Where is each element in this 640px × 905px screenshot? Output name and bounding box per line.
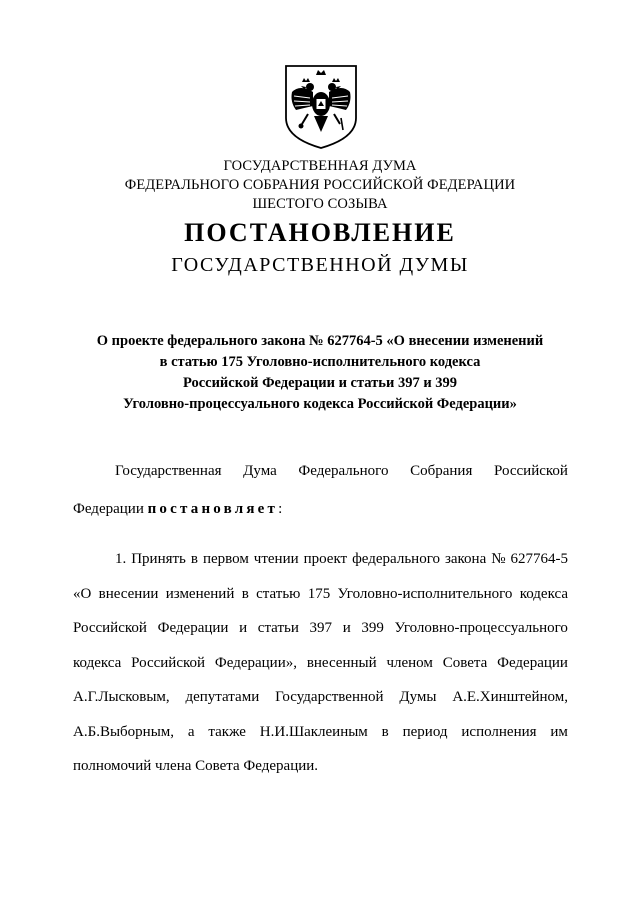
header-line-convocation: ШЕСТОГО СОЗЫВА	[252, 196, 388, 212]
paragraph-word: в	[381, 723, 389, 740]
emblem	[280, 62, 362, 150]
paragraph-word: А.Г.Лысковым,	[73, 689, 170, 705]
header-line-duma: ГОСУДАРСТВЕННАЯ ДУМА	[223, 158, 417, 174]
paragraph-word: депутатами	[185, 689, 260, 705]
paragraph-word: исполнения	[461, 723, 537, 740]
paragraph-word: внесенный	[306, 654, 377, 671]
paragraph-word: чтении	[253, 551, 299, 567]
paragraph-word: Уголовно-процессуального	[394, 620, 568, 636]
paragraph-word: федерального	[352, 551, 440, 567]
paragraph-word: Совета	[442, 654, 488, 671]
paragraph-word: Принять	[131, 551, 186, 567]
paragraph-word: Федерации	[157, 620, 229, 636]
title-line: Российской Федерации и статьи 397 и 399	[182, 375, 458, 391]
preamble-word: Собрания	[410, 463, 473, 479]
paragraph-word: Думы	[399, 689, 437, 705]
paragraph-word: также	[208, 723, 246, 740]
preamble-line-1	[73, 452, 568, 490]
paragraph-word: статью	[256, 585, 301, 602]
paragraph-word: Н.И.Шаклеиным	[259, 723, 368, 740]
paragraph-word: статьи	[257, 620, 299, 636]
paragraph-word: первом	[202, 551, 249, 567]
paragraph-last-line: полномочий члена Совета Федерации.	[73, 758, 319, 774]
paragraph-word: Уголовно-исполнительного	[337, 585, 513, 602]
preamble	[73, 452, 568, 528]
paragraph-word: Российской	[131, 654, 206, 671]
paragraph-line	[73, 646, 568, 681]
paragraph-line	[73, 680, 568, 715]
preamble-word: Российской	[494, 463, 568, 479]
paragraph-word: проект	[303, 551, 348, 567]
paragraph-word: Федерации	[497, 654, 568, 671]
paragraph-word: кодекса	[73, 654, 122, 671]
paragraph-word: закона	[444, 551, 487, 567]
preamble-word: Дума	[243, 463, 277, 479]
preamble-colon: :	[278, 501, 283, 517]
title-line: в статью 175 Уголовно-исполнительного кодекса	[159, 354, 481, 370]
paragraph-word: 1.	[115, 551, 127, 567]
title-line: Уголовно-процессуального кодекса Российской Федерации»	[123, 396, 517, 412]
paragraph-1	[73, 542, 568, 784]
paragraph-word: 627764-5	[510, 551, 568, 567]
paragraph-word: членом	[386, 654, 433, 671]
paragraph-word: Государственной	[275, 689, 384, 705]
paragraph-word: а	[187, 723, 195, 740]
paragraph-word: Федерации»,	[214, 654, 297, 671]
paragraph-line	[73, 715, 568, 750]
paragraph-word: 397	[309, 620, 333, 636]
paragraph-word: внесении	[98, 585, 159, 602]
preamble-line-2	[73, 490, 568, 528]
document-issuer: ГОСУДАРСТВЕННОЙ ДУМЫ	[171, 254, 469, 276]
paragraph-word: им	[550, 723, 568, 740]
paragraph-word: 175	[307, 585, 331, 602]
paragraph-word: А.Е.Хинштейном,	[452, 689, 568, 705]
paragraph-word: А.Б.Выборным,	[73, 723, 175, 740]
paragraph-word: период	[402, 723, 448, 740]
paragraph-word: изменений	[165, 585, 235, 602]
paragraph-word: 399	[361, 620, 384, 636]
paragraph-line	[73, 542, 568, 577]
resolution-title	[0, 331, 640, 415]
paragraph-word: в	[241, 585, 249, 602]
preamble-prefix: Федерации	[73, 501, 144, 517]
paragraph-word: №	[491, 551, 506, 567]
preamble-word: Федерального	[298, 463, 389, 479]
resolves-verb: постановляет	[147, 501, 279, 517]
document-type: ПОСТАНОВЛЕНИЕ	[184, 218, 456, 247]
title-line: О проекте федерального закона № 627764-5 «О внесении изменений	[96, 333, 544, 349]
paragraph-word: Российской	[73, 620, 147, 636]
issuer-header	[0, 157, 640, 214]
paragraph-line	[73, 577, 568, 612]
russian-coat-of-arms-icon	[280, 62, 362, 150]
header-line-assembly: ФЕДЕРАЛЬНОГО СОБРАНИЯ РОССИЙСКОЙ ФЕДЕРАЦИИ	[124, 177, 516, 193]
paragraph-word: и	[239, 620, 248, 636]
paragraph-word: кодекса	[519, 585, 568, 602]
paragraph-word: в	[190, 551, 198, 567]
paragraph-word: «О	[73, 585, 92, 602]
preamble-word: Государственная	[115, 463, 222, 479]
paragraph-line	[73, 611, 568, 646]
paragraph-word: и	[342, 620, 351, 636]
